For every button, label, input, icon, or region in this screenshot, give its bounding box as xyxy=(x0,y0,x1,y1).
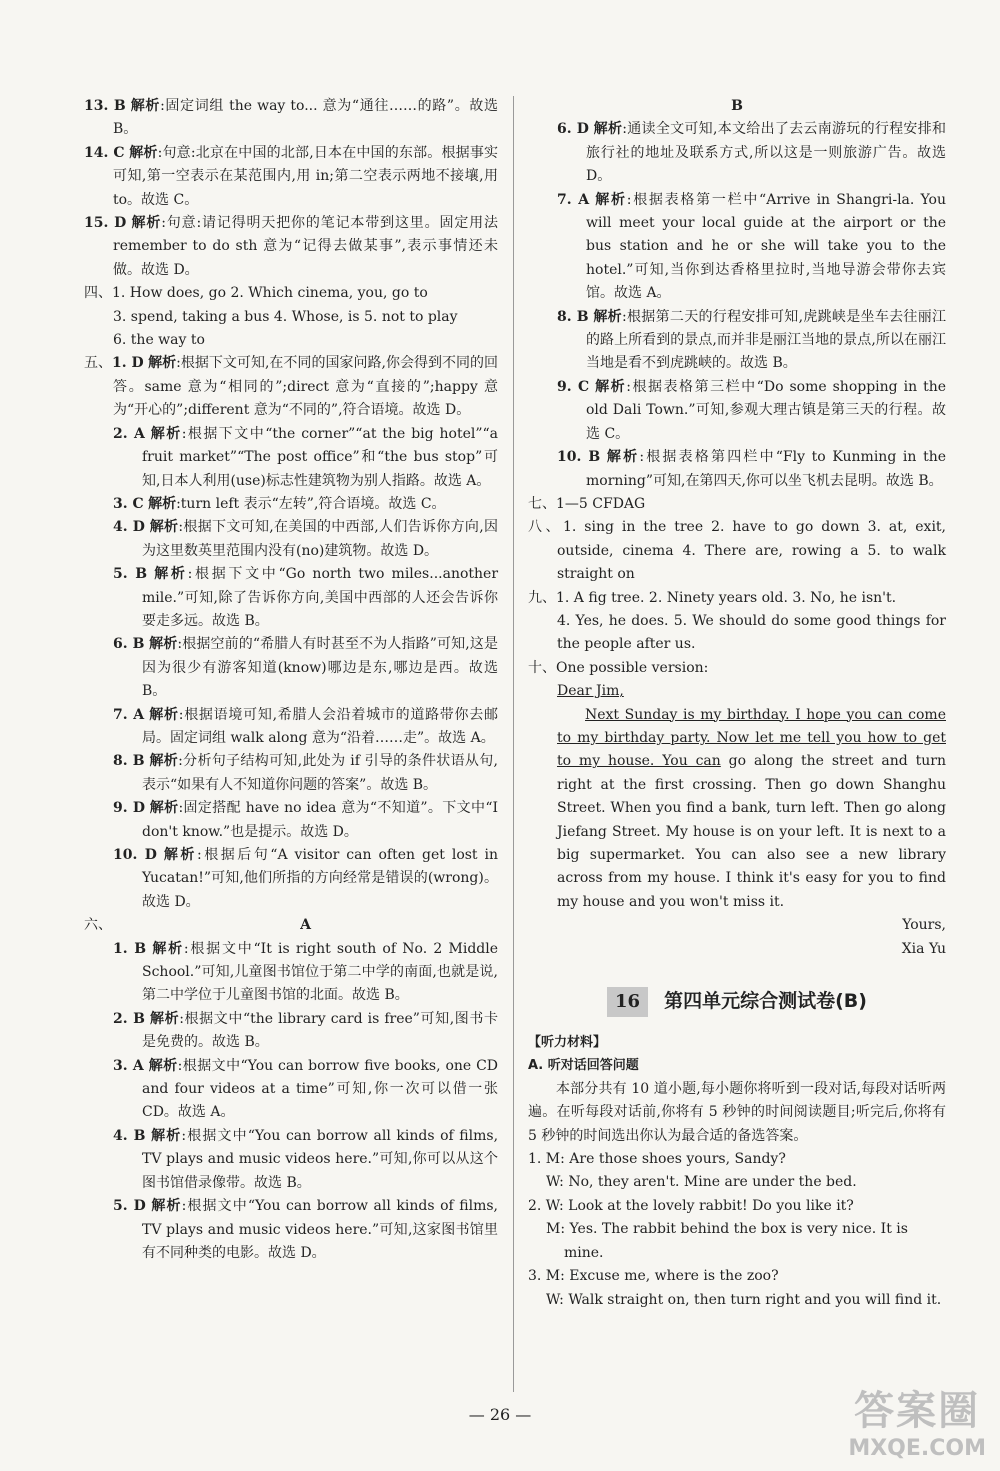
dialog-2-a: 2. W: Look at the lovely rabbit! Do you like it? xyxy=(528,1197,854,1214)
sec5-answer-10: 10. D 解析:根据后句“A visitor can often get lost in Yucatan!”可知,他们所指的方向经常是错误的(wrong)。故选 D。 xyxy=(113,847,499,910)
model-letter xyxy=(528,680,946,961)
answer-15: 15. D 解析:句意:请记得明天把你的笔记本带到这里。固定用法 remember to do sth 意为“记得去做某事”,表示事情还未做。故选 D。 xyxy=(84,215,499,278)
dialog-list xyxy=(528,1148,946,1312)
listening-intro: 本部分共有 10 道小题,每小题你将听到一段对话,每段对话听两遍。在听每段对话前,你将有 5 秒钟的时间阅读题目;听完后,你将有 5 秒钟的时间选出你认为最合适的备选答案。 xyxy=(528,1080,946,1144)
b-answer-9: 9. C 解析:根据表格第三栏中“Do some shopping in the old Dali Town.”可知,参观大理古镇是第三天的行程。故选 C。 xyxy=(557,378,947,442)
sec5-answer-9: 9. D 解析:固定搭配 have no idea 意为“不知道”。下文中“I don't know.”也是提示。故选 D。 xyxy=(113,800,499,840)
sec6-answer-1: 1. B 解析:根据文中“It is right south of No. 2 Middle School.”可知,儿童图书馆位于第二中学的南面,也就是说,第二中学位于儿童图书馆的北面。故选 B。 xyxy=(113,940,499,1004)
test-banner xyxy=(528,987,946,1017)
answer-13: 13. B 解析:固定词组 the way to... 意为“通往……的路”。故选 B。 xyxy=(84,98,498,138)
letter-signature: Xia Yu xyxy=(901,940,946,957)
test-number: 16 xyxy=(607,987,648,1017)
listening-tag: 【听力材料】 xyxy=(528,1035,607,1051)
section-9-line-1: 九、1. A fig tree. 2. Ninety years old. 3. No, he isn't. xyxy=(528,589,897,606)
section-4: 四、1. How does, go 2. Which cinema, you, go to 3. spend, taking a bus 4. Whose, is 5. not to play 6. the way to xyxy=(84,285,458,349)
page-number: — 26 — xyxy=(468,1405,532,1424)
dialog-3-a: 3. M: Excuse me, where is the zoo? xyxy=(528,1268,779,1285)
section-10-label: 十、One possible version: xyxy=(528,659,709,676)
sec5-answer-4: 4. D 解析:根据下文可知,在美国的中西部,人们告诉你方向,因为这里数英里范围内没有(no)建筑物。故选 D。 xyxy=(113,519,498,559)
letter-greeting: Dear Jim, xyxy=(557,683,624,700)
sec6-answer-5: 5. D 解析:根据文中“You can borrow all kinds of films, TV plays and music videos here.”可知,这家图书馆里有不同种类的电影。故选 D。 xyxy=(113,1198,499,1261)
section-7: 七、1—5 CFDAG xyxy=(528,495,646,512)
sec5-answer-8: 8. B 解析:分析句子结构可知,此处为 if 引导的条件状语从句,表示“如果有人不知道你问题的答案”。故选 B。 xyxy=(113,753,499,793)
letter-body: Next Sunday is my birthday. I hope you can come to my birthday party. Now let me tell you how to get to my house. You can go along the street and turn right at the first crossing. Then go down Shanghu Street. When you find a bank, turn left. Then go along Jiefang Street. My house is on your left. It is next to a big supermarket. You can also see a new library across from my house. I think it's easy for you to find my house and you won't miss it. xyxy=(557,706,946,910)
letter-closing: Yours, xyxy=(902,917,946,934)
b-answer-6: 6. D 解析:通读全文可知,本文给出了去云南游玩的行程安排和旅行社的地址及联系方式,所以这是一则旅游广告。故选 D。 xyxy=(557,121,947,185)
sec5-answer-3: 3. C 解析:turn left 表示“左转”,符合语境。故选 C。 xyxy=(113,495,446,512)
sec6-answer-4: 4. B 解析:根据文中“You can borrow all kinds of films, TV plays and music videos here.”可知,你可以从这个图书馆借录像带。故选 B。 xyxy=(113,1127,499,1191)
subsection-b: B xyxy=(731,98,743,114)
b-answer-7: 7. A 解析:根据表格第一栏中“Arrive in Shangri-la. You will meet your local guide at the airport or the bus station and he or she will take you to the hotel.”可知,当你到达香格里拉时,当地导游会带你去宾馆。故选 A。 xyxy=(557,191,947,302)
listening-part-a: A. 听对话回答问题 xyxy=(528,1058,639,1074)
sec5-answer-6: 6. B 解析:根据空前的“希腊人有时甚至不为人指路”可知,这是因为很少有游客知道(know)哪边是东,哪边是西。故选 B。 xyxy=(113,636,499,700)
dialog-1-b: W: No, they aren't. Mine are under the bed. xyxy=(546,1174,857,1191)
sec5-answer-7: 7. A 解析:根据语境可知,希腊人会沿着城市的道路带你去邮局。固定词组 walk along 意为“沿着……走”。故选 A。 xyxy=(113,706,499,746)
dialog-2-b: M: Yes. The rabbit behind the box is very nice. It is mine. xyxy=(546,1221,908,1261)
dialog-1-a: 1. M: Are those shoes yours, Sandy? xyxy=(528,1151,786,1168)
section-6: 六、 A 1. B 解析:根据文中“It is right south of No. 2 Middle School.”可知,儿童图书馆位于第二中学的南面,也就是说,第二中学位于儿童图书馆的北面。故选 B。 2. B 解析:根据文中“the library card is free”可知,图书卡是免费的。故选 B。 3. A 解析:根据文中“You can borrow five books, one CD and four videos at a time”可知,你一次可以借一张 CD。故选 A。 4. B 解析:根据文中“You can borrow all kinds of films, TV plays and music videos here.”可知,你可以从这个图书馆借录像带。故选 B。 5. D 解析:根据文中“You can borrow all kinds of films, TV plays and music videos here.”可知,这家图书馆里有不同种类的电影。故选 D。 xyxy=(84,914,498,1265)
section-9-line-2: 4. Yes, he does. 5. We should do some good things for the people after us. xyxy=(557,612,946,653)
column-divider xyxy=(513,96,514,1392)
left-column xyxy=(84,95,498,1265)
watermark-logo: 答案圈 MXQE.COM xyxy=(848,1388,986,1461)
section-5 xyxy=(84,352,498,914)
sec5-answer-1: 五、1. D 解析:根据下文可知,在不同的国家问路,你会得到不同的回答。same 意为“相同的”;direct 意为“直接的”;happy 意为“开心的”;different 意为“不同的”,符合语境。故选 D。 xyxy=(84,355,499,419)
dialog-3-b: W: Walk straight on, then turn right and you will find it. xyxy=(546,1291,942,1308)
right-column xyxy=(528,95,946,1312)
sec5-answer-5: 5. B 解析:根据下文中“Go north two miles...another mile.”可知,除了告诉你方向,美国中西部的人还会告诉你要走多远。故选 B。 xyxy=(113,566,499,629)
b-answer-10: 10. B 解析:根据表格第四栏中“Fly to Kunming in the morning”可知,在第四天,你可以坐飞机去昆明。故选 B。 xyxy=(557,449,947,489)
answer-14: 14. C 解析:句意:北京在中国的北部,日本在中国的东部。根据事实可知,第一空表示在某范围内,用 in;第二空表示两地不接壤,用 to。故选 C。 xyxy=(84,144,499,208)
b-answer-8: 8. B 解析:根据第二天的行程安排可知,虎跳峡是坐车去往丽江的路上所看到的景点,而并非是丽江当地的景点,所以在丽江当地是看不到虎跳峡的。故选 B。 xyxy=(557,308,947,372)
section-8: 八、1. sing in the tree 2. have to go down 3. at, exit, outside, cinema 4. There are, rowing a 5. to walk straight on xyxy=(528,519,946,583)
sec6-answer-2: 2. B 解析:根据文中“the library card is free”可知,图书卡是免费的。故选 B。 xyxy=(113,1010,499,1051)
sec5-answer-2: 2. A 解析:根据下文中“the corner”“at the big hotel”“a fruit market”“The post office”和“the bus stop”可知,日本人利用(use)标志性建筑物为别人指路。故选 A。 xyxy=(113,425,499,489)
test-title: 第四单元综合测试卷(B) xyxy=(664,990,867,1013)
sec6-answer-3: 3. A 解析:根据文中“You can borrow five books, one CD and four videos at a time”可知,你一次可以借一张 CD。故选 A。 xyxy=(113,1057,499,1121)
